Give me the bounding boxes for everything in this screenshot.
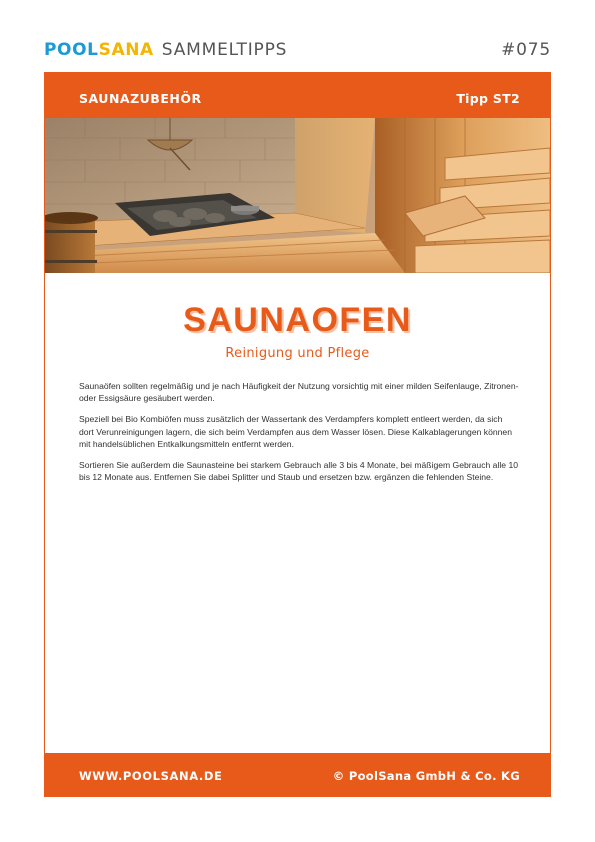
- category-bar: [45, 73, 550, 118]
- copyright-notice: © PoolSana GmbH & Co. KG: [332, 769, 520, 783]
- page-header: [44, 40, 551, 64]
- tip-number: #075: [501, 40, 551, 60]
- tip-card: [44, 72, 551, 797]
- paragraph: Speziell bei Bio Kombiöfen muss zusätzlich der Wassertank des Verdampfers komplett entleert werden, da sich dort Verunreinigungen lagern, die sich beim Verdampfen aus dem Wasser lösen. Diese Kalkablagerungen können mit handelsüblichen Entkalkungsmitteln entfernt werden.: [79, 414, 512, 449]
- article-body: [79, 380, 519, 492]
- footer-bar: [45, 753, 550, 796]
- paragraph: Saunaöfen sollten regelmäßig und je nach Häufigkeit der Nutzung vorsichtig mit einer milden Seifenlauge, Zitronen- oder Essigsäure gesäubert werden.: [79, 381, 519, 404]
- category-label: SAUNAZUBEHÖR: [79, 91, 202, 106]
- tip-code: Tipp ST2: [456, 91, 520, 106]
- sauna-photo: [45, 118, 550, 273]
- article-title: SAUNAOFEN: [183, 301, 412, 339]
- paragraph: Sortieren Sie außerdem die Saunasteine bei starkem Gebrauch alle 3 bis 4 Monate, bei mäßigem Gebrauch alle 10 bis 12 Monate aus. Entfernen Sie dabei Splitter und Staub und ersetzen bzw. ergänzen die fehlenden Steine.: [79, 460, 518, 483]
- series-title: SAMMELTIPPS: [161, 40, 288, 60]
- brand-name-part2: SANA: [98, 40, 154, 60]
- article-subtitle: Reinigung und Pflege: [225, 346, 370, 361]
- website-link[interactable]: WWW.POOLSANA.DE: [79, 769, 223, 783]
- brand-name-part1: POOL: [44, 40, 99, 60]
- sauna-illustration: [45, 118, 550, 273]
- brand-logo: [44, 40, 287, 60]
